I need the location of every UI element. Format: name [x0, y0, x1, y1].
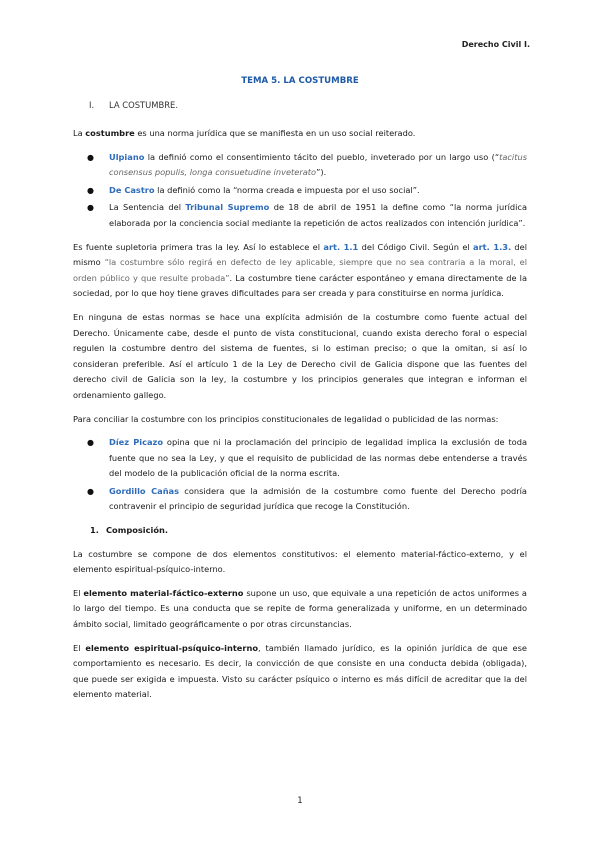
paragraph-conciliar: Para conciliar la costumbre con los principios constitucionales de legalidad o publicidad de las normas: — [73, 413, 499, 424]
bullet-icon: ● — [87, 438, 94, 448]
paragraph-supletoria — [73, 240, 527, 302]
list-item — [73, 183, 527, 199]
intro-paragraph — [73, 126, 527, 142]
author-ref: Ulpiano — [109, 151, 145, 162]
list-item-text: considera que la admisión de la costumbre como fuente del Derecho podría contravenir el principio de seguridad jurídica que recoge la Constitución. — [109, 485, 527, 512]
list-item-text: la definió como la “norma creada e impuesta por el uso social”. — [154, 184, 420, 195]
intro-post: es una norma jurídica que se manifiesta en un uso social reiterado. — [134, 128, 416, 138]
text-run: El — [73, 642, 86, 653]
legal-quote: “la costumbre sólo regirá en defecto de ley aplicable, siempre que no sea contraria a la moral, el orden público y que resulte probada” — [73, 257, 527, 283]
intro-term: costumbre — [85, 128, 135, 138]
term-bold: elemento material-fáctico-externo — [83, 587, 244, 598]
running-header: Derecho Civil I. — [461, 40, 530, 49]
bullet-icon: ● — [87, 185, 94, 195]
text-run: El — [73, 587, 84, 598]
subsection-label: Composición. — [106, 525, 169, 536]
court-ref: Tribunal Supremo — [185, 202, 270, 213]
bullet-icon: ● — [87, 486, 94, 496]
section-number: I. — [89, 100, 95, 110]
subsection-number: 1. — [90, 525, 99, 536]
text-run: , también llamado jurídico, es la opinión jurídica de que ese comportamiento es necesario. Es decir, la convicción de que consiste en una conducta debida (obligada), que puede ser exigida e impuesta. Visto su carácter psíquico o interno es más difícil de acreditar que la del elemento material. — [73, 642, 527, 700]
text-run: supone un uso, que equivale a una repetición de actos uniformes a lo largo del tiempo. Es una conducta que se repite de forma generalizada y uniforme, en un determinado ámbito social, limitado geográficamente o por otras circunstancias. — [73, 587, 527, 630]
author-ref: Gordillo Cañas — [109, 485, 180, 496]
document-body — [73, 126, 527, 711]
article-ref: art. 1.1 — [323, 241, 359, 252]
page-number: 1 — [297, 796, 303, 806]
bullet-icon: ● — [87, 203, 94, 213]
subsection-heading — [73, 523, 527, 539]
list-item — [73, 200, 527, 231]
definitions-list — [73, 150, 527, 232]
section-heading — [89, 100, 178, 110]
article-ref: art. 1.3. — [473, 241, 512, 252]
list-item-text: opina que ni la proclamación del principio de legalidad implica la exclusión de toda fuente que no sea la Ley, y que el requisito de publicidad de las normas debe entenderse a través del modelo de la publicación oficial de la norma escrita. — [109, 437, 528, 479]
list-item-text: la definió como el consentimiento tácito del pueblo, inveterado por un largo uso (“ — [144, 151, 500, 162]
text-run: del mismo — [73, 241, 528, 268]
list-item — [73, 484, 527, 515]
list-item — [73, 150, 527, 181]
term-bold: elemento espiritual-psíquico-interno — [85, 642, 259, 653]
latin-quote: tacitus consensus populis, longa consuetudine inveterato — [109, 151, 527, 178]
text-run: Es fuente supletoria primera tras la ley. Así lo establece el — [73, 241, 324, 252]
author-ref: De Castro — [109, 184, 155, 195]
paragraph-material — [73, 586, 527, 633]
intro-pre: La — [73, 128, 86, 138]
text-run: . La costumbre tiene carácter espontáneo y emana directamente de la sociedad, por lo que hoy tiene graves dificultades para ser creada y para constituirse en norma jurídica. — [73, 272, 528, 299]
list-item-end: ”). — [316, 167, 327, 178]
list-item-text: de 18 de abril de 1951 la define como “la norma jurídica elaborada por la conciencia social mediante la repetición de actos realizados con intención jurídica”. — [109, 202, 528, 228]
section-label: LA COSTUMBRE. — [109, 100, 178, 110]
paragraph-composicion: La costumbre se compone de dos elementos constitutivos: el elemento material-fáctico-externo, y el elemento espiritual-psíquico-interno. — [73, 548, 527, 575]
opinions-list — [73, 435, 527, 515]
page-title: TEMA 5. LA COSTUMBRE — [241, 76, 359, 86]
paragraph-fuentes: En ninguna de estas normas se hace una explícita admisión de la costumbre como fuente actual del Derecho. Únicamente cabe, desde el punto de vista constitucional, cuando exista derecho foral o especial regulen la costumbre dentro del sistema de fuentes, si lo estiman preciso; o que la omitan, si así lo consideran preferible. Así el artículo 1 de la Ley de Derecho civil de Galicia dispone que las fuentes del derecho civil de Galicia son la ley, la costumbre y los principios generales que integran e informan el ordenamiento gallego. — [73, 311, 527, 400]
list-item — [73, 435, 527, 482]
author-ref: Díez Picazo — [109, 437, 164, 448]
paragraph-espiritual — [73, 641, 527, 703]
list-item-pre: La Sentencia del — [109, 202, 186, 213]
bullet-icon: ● — [87, 152, 94, 162]
text-run: del Código Civil. Según el — [358, 241, 474, 252]
